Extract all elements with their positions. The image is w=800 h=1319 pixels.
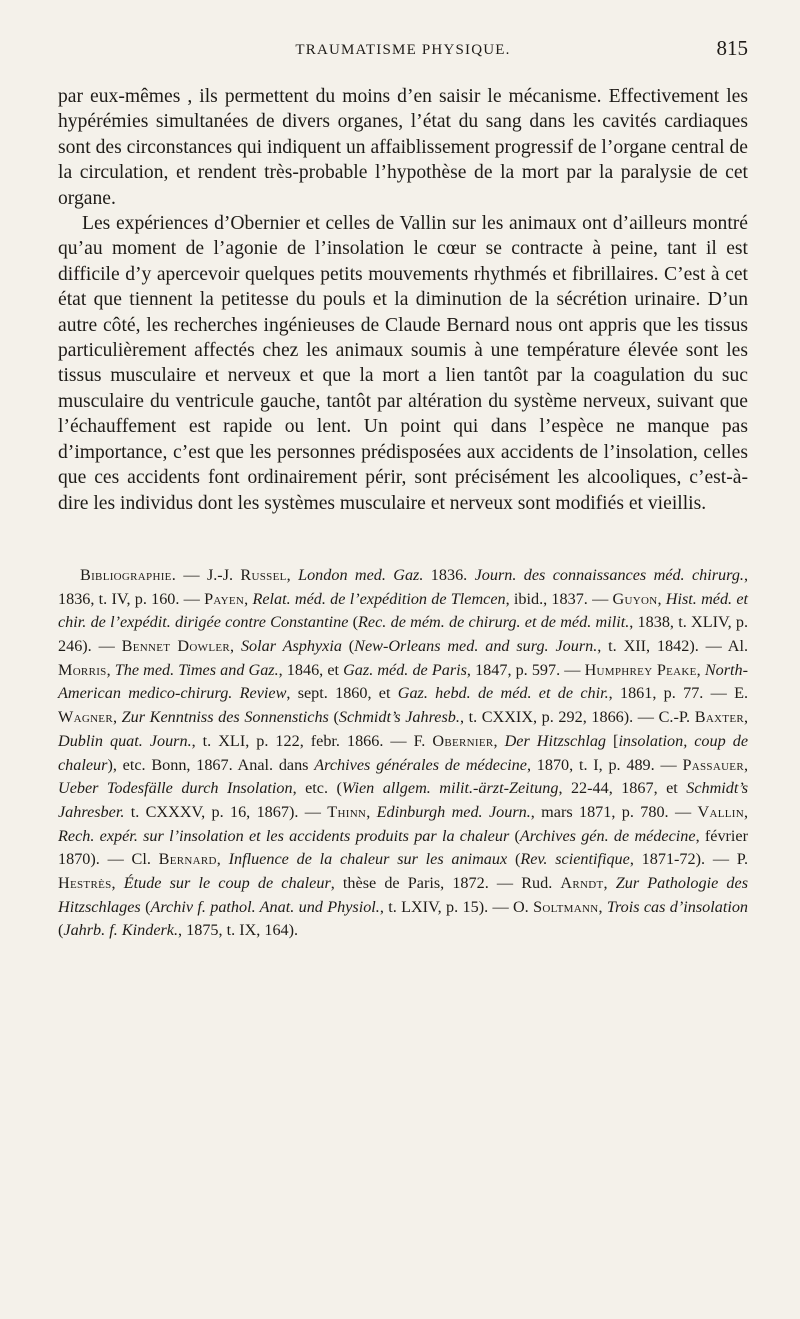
bibliography-text: ( <box>509 826 520 845</box>
bibliography-title-italic: Gaz. hebd. de méd. et de chir. <box>397 684 609 703</box>
running-title: TRAUMATISME PHYSIQUE. <box>295 42 511 58</box>
bibliography-text: , <box>743 755 749 774</box>
bibliography-text: , <box>230 637 241 656</box>
bibliography-title-italic: Jahrb. f. Kinderk. <box>63 921 179 940</box>
bibliography-text: , thèse de Paris, 1872. — Rud. <box>330 874 561 893</box>
paragraph: Les expériences d’Obernier et celles de Vallin sur les animaux ont d’ailleurs montré qu’au moment de l’agonie de l’insolation le cœur se contracte à peine, tant il est difficile d’y apercevoir quelques petits mouvements rhythmés et fibrillaires. C’est à cet état que tiennent la petitesse du pouls et la diminution de la sécrétion urinaire. D’un autre côté, les recherches ingénieuses de Claude Bernard nous ont appris que les tissus particulièrement affectés chez les animaux soumis à une température élevée sont les tissus musculaire et nerveux et que la mort a lien tantôt par la coagulation du suc musculaire du ventricule gauche, tantôt par altération du système nerveux, suivant que l’échauffement est rapide ou lent. Un point qui dans l’espèce ne manque pas d’importance, c’est que les personnes prédisposées aux accidents de l’insolation, celles que ces accidents font ordinairement périr, sont précisément les alcooliques, c’est-à-dire les individus dont les systèmes musculaire et nerveux sont modifiés et vieillis. <box>58 213 748 514</box>
bibliography <box>58 564 748 943</box>
bibliography-title-italic: Rev. scientifique <box>520 850 630 869</box>
bibliography-author: Guyon <box>612 589 658 608</box>
bibliography-text: , <box>743 708 749 727</box>
bibliography-text: , mars 1871, p. 780. — <box>530 802 698 821</box>
bibliography-text: , <box>106 660 115 679</box>
bibliography-text: , <box>493 731 505 750</box>
bibliography-text: , 1861, p. 77. — E. <box>608 684 749 703</box>
bibliography-text: ), etc. Bonn, 1867. Anal. dans <box>107 755 315 774</box>
bibliography-title-italic: New-Orleans med. and surg. Journ. <box>354 637 598 656</box>
bibliography-author: Vallin <box>697 802 744 821</box>
bibliography-text: ( <box>328 708 339 727</box>
bibliography-title-italic: Rec. de mém. de chirurg. et de méd. milit. <box>358 613 630 632</box>
bibliography-title-italic: Edinburgh med. Journ. <box>376 802 531 821</box>
bibliography-title-italic: Influence de la chaleur sur les animaux <box>228 850 508 869</box>
bibliography-text: , t. LXIV, p. 15). — O. <box>379 897 534 916</box>
bibliography-text: , février 1870). — Cl. <box>58 826 749 869</box>
bibliography-text: [ <box>606 731 619 750</box>
body-text <box>58 84 748 516</box>
bibliography-text: , <box>696 660 705 679</box>
bibliography-text: , t. XLI, p. 122, febr. 1866. — F. <box>191 731 433 750</box>
bibliography-text: , <box>366 802 377 821</box>
bibliography-title-italic: Journ. des connaissances méd. chirurg. <box>474 565 744 584</box>
bibliography-title-italic: Dublin quat. Journ. <box>58 731 192 750</box>
bibliography-title-italic: Der Hitzschlag <box>504 731 607 750</box>
bibliography-title-italic: Schmidt’s Jahresber. <box>58 779 748 821</box>
bibliography-title-italic: insolation, coup de chaleur <box>58 731 749 774</box>
bibliography-title-italic: London med. Gaz. <box>298 565 424 584</box>
bibliography-text: , 1870, t. I, p. 489. — <box>526 755 683 774</box>
bibliography-author: Obernier <box>432 731 494 750</box>
bibliography-title-italic: The med. Times and Gaz. <box>114 660 279 679</box>
bibliography-title-italic: Archives gén. de médecine <box>519 826 696 845</box>
bibliography-text: , <box>244 589 253 608</box>
bibliography-title-italic: North-American medico-chirurg. Review <box>58 660 749 703</box>
bibliography-text: , t. CXXIX, p. 292, 1866). — C.-P. <box>459 708 695 727</box>
bibliography-text: ( <box>58 921 64 940</box>
bibliography-text: , <box>743 802 749 821</box>
bibliography-text: , 1847, p. 597. — <box>466 660 585 679</box>
bibliography-title-italic: Solar Asphyxia <box>240 637 342 656</box>
bibliography-text: , 1875, t. IX, 164). <box>178 921 299 940</box>
bibliography-text: ( <box>348 613 359 632</box>
bibliography-author: Humphrey Peake <box>584 660 697 679</box>
bibliography-title-italic: Wien allgem. milit.-ärzt-Zeitung <box>341 779 559 798</box>
bibliography-author: Wagner <box>58 708 113 727</box>
bibliography-text: , etc. ( <box>292 779 342 798</box>
bibliography-text: , <box>111 874 124 893</box>
page-number: 815 <box>716 36 748 60</box>
paragraph: par eux-mêmes , ils permettent du moins d’en saisir le mécanisme. Effectivement les hypérémies simultanées de divers organes, l’état du sang dans les cavités cardiaques sont des circonstances qui indiquent un affaiblissement progressif de l’organe central de la circulation, et rendent très-probable l’hypothèse de la mort par la paralysie de cet organe. <box>58 86 748 209</box>
bibliography-title-italic: Relat. méd. de l’expédition de Tlemcen <box>252 589 506 608</box>
bibliography-title-italic: Rech. expér. sur l’insolation et les accidents produits par la chaleur <box>58 826 510 845</box>
bibliography-text: 1836. <box>423 565 475 584</box>
bibliography-title-italic: Gaz. méd. de Paris <box>343 660 467 679</box>
bibliography-text: ( <box>140 897 151 916</box>
bibliography-text: , <box>598 897 607 916</box>
bibliography-author: Arndt <box>560 874 604 893</box>
bibliography-text: , 1846, et <box>278 660 344 679</box>
bibliography-author: Hestrès <box>58 874 112 893</box>
bibliography-author: Baxter <box>694 708 744 727</box>
bibliography-text: , <box>286 565 299 584</box>
bibliography-text: , t. XII, 1842). — Al. <box>597 637 749 656</box>
bibliography-text: , <box>216 850 229 869</box>
bibliography-title-italic: Zur Kenntniss des Sonnenstichs <box>121 708 329 727</box>
bibliography-author: Russel <box>240 565 287 584</box>
bibliography-title-italic: Zur Pathologie des Hitzschlages <box>58 874 749 916</box>
bibliography-text: t. CXXXV, p. 16, 1867). — <box>124 802 328 821</box>
bibliography-author: Bernard <box>158 850 217 869</box>
bibliography-author: Bennet Dowler <box>121 637 231 656</box>
bibliography-title-italic: Trois cas d’insolation <box>606 897 749 916</box>
bibliography-author: Morris <box>58 660 107 679</box>
bibliography-text: , 1871-72). — P. <box>629 850 749 869</box>
running-header <box>58 36 748 64</box>
bibliography-author: Passauer <box>682 755 744 774</box>
bibliography-author: Payen <box>204 589 245 608</box>
bibliography-text: , ibid., 1837. — <box>505 589 613 608</box>
bibliography-author: Soltmann <box>533 897 599 916</box>
bibliography-text: , 22-44, 1867, et <box>558 779 687 798</box>
bibliography-author: Thinn <box>327 802 367 821</box>
bibliography-author: Bibliographie. <box>80 565 177 584</box>
bibliography-text: — J.-J. <box>176 565 241 584</box>
bibliography-title-italic: Ueber Todesfälle durch Insolation <box>58 779 293 798</box>
bibliography-text: , 1838, t. XLIV, p. 246). — <box>58 613 749 656</box>
bibliography-text: ( <box>341 637 355 656</box>
bibliography-text: , <box>112 708 122 727</box>
bibliography-title-italic: Hist. méd. et chir. de l’expédit. dirigée contre Constantine <box>58 589 749 632</box>
book-page <box>58 36 748 943</box>
bibliography-text: , <box>657 589 666 608</box>
bibliography-title-italic: Étude sur le coup de chaleur <box>123 874 331 893</box>
bibliography-title-italic: Archives générales de médecine <box>314 755 527 774</box>
bibliography-text: ( <box>507 850 521 869</box>
bibliography-text: , sept. 1860, et <box>286 684 398 703</box>
bibliography-title-italic: Archiv f. pathol. Anat. und Physiol. <box>150 897 380 916</box>
bibliography-text: , 1836, t. IV, p. 160. — <box>58 565 749 608</box>
bibliography-title-italic: Schmidt’s Jahresb. <box>338 708 460 727</box>
bibliography-text: , <box>603 874 616 893</box>
